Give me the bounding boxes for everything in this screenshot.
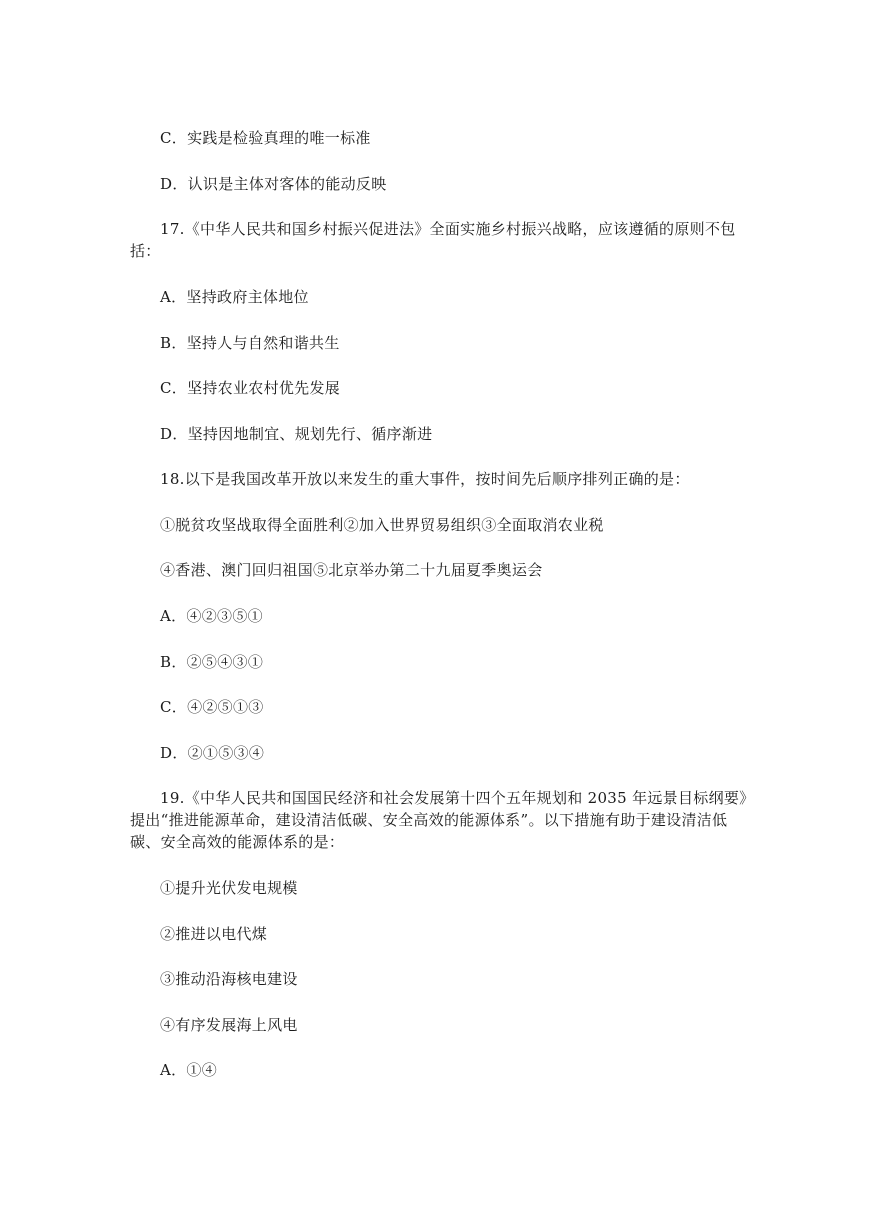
q19-item-3: ③推动沿海核电建设	[160, 970, 298, 988]
q16-option-d: D．认识是主体对客体的能动反映	[160, 175, 387, 193]
q18-stem: 18.以下是我国改革开放以来发生的重大事件，按时间先后顺序排列正确的是：	[160, 470, 690, 488]
q17-option-c: C．坚持农业农村优先发展	[160, 379, 341, 397]
q17-option-b: B．坚持人与自然和谐共生	[160, 334, 340, 352]
q18-option-b: B．②⑤④③①	[160, 653, 264, 671]
q18-items-line2: ④香港、澳门回归祖国⑤北京举办第二十九届夏季奥运会	[160, 561, 543, 579]
q18-option-a: A．④②③⑤①	[160, 607, 263, 625]
q18-option-c: C．④②⑤①③	[160, 698, 264, 716]
q17-option-a: A．坚持政府主体地位	[160, 288, 309, 306]
q17-option-d: D．坚持因地制宜、规划先行、循序渐进	[160, 425, 433, 443]
q19-option-a: A．①④	[160, 1061, 218, 1079]
q16-option-c: C．实践是检验真理的唯一标准	[160, 129, 371, 147]
q18-items-line1: ①脱贫攻坚战取得全面胜利②加入世界贸易组织③全面取消农业税	[160, 516, 604, 534]
q18-option-d: D．②①⑤③④	[160, 744, 265, 762]
q17-stem: 17.《中华人民共和国乡村振兴促进法》全面实施乡村振兴战略，应该遵循的原则不包括：	[130, 220, 736, 260]
q19-item-2: ②推进以电代煤	[160, 925, 268, 943]
q19-item-4: ④有序发展海上风电	[160, 1016, 298, 1034]
q19-stem: 19.《中华人民共和国国民经济和社会发展第十四个五年规划和 2035 年远景目标纲要》提出“推进能源革命，建设清洁低碳、安全高效的能源体系”。以下措施有助于建设清洁低碳、安全高效的能源体系的是：	[130, 789, 747, 851]
q19-item-1: ①提升光伏发电规模	[160, 879, 298, 897]
